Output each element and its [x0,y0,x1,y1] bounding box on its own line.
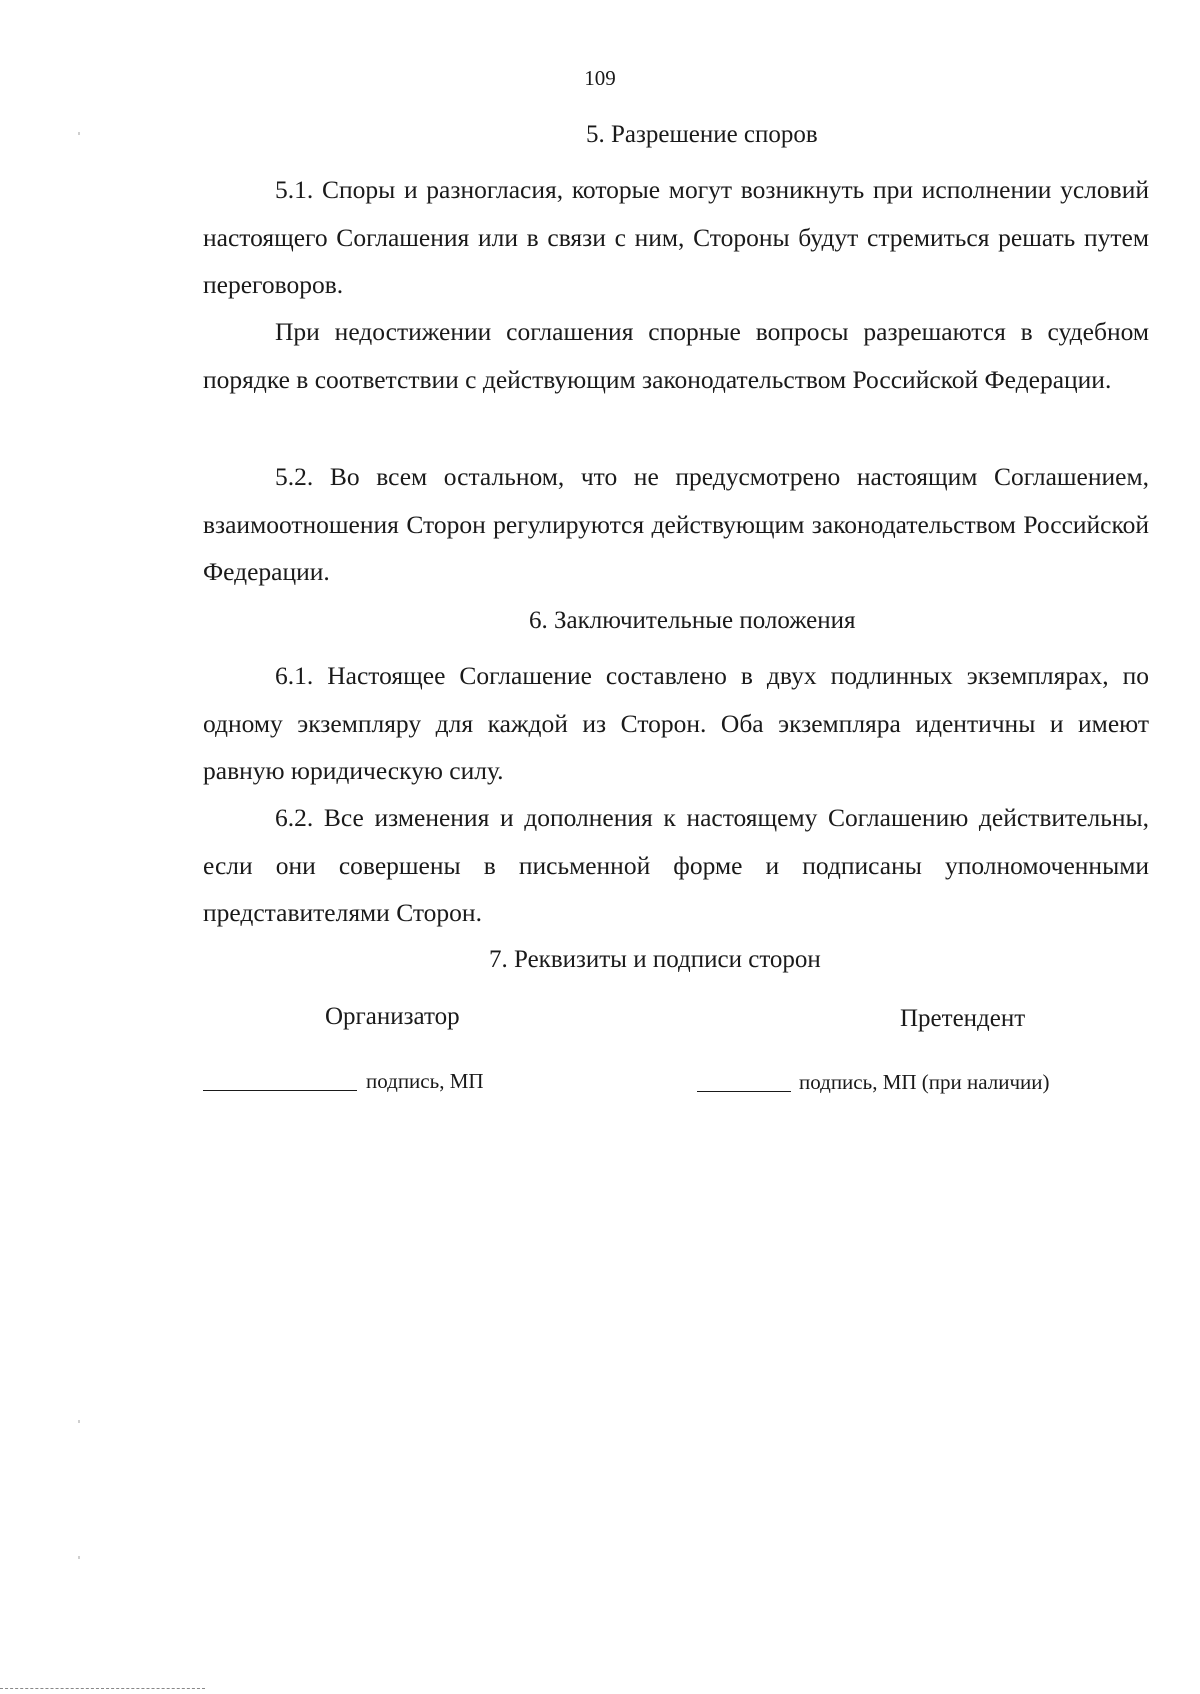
section-6-heading: 6. Заключительные положения [529,607,856,634]
organizer-label: Организатор [325,1003,460,1030]
organizer-signature-line [203,1090,357,1091]
section-5-paragraph-2 [203,308,1149,403]
section-6-paragraph-2 [203,794,1149,937]
section-5-paragraph-3-text: 5.2. Во всем остальном, что не предусмотрено настоящим Соглашением, взаимоотношения Сторон регулируются действующим законодательством Российской Федерации. [203,462,1149,586]
bottom-scan-edge [0,1688,205,1689]
organizer-signature-caption: подпись, МП [366,1069,484,1093]
section-6-paragraph-1 [203,652,1149,795]
section-6-paragraph-1-text: 6.1. Настоящее Соглашение составлено в двух подлинных экземплярах, по одному экземпляру для каждой из Сторон. Оба экземпляра идентичны и имеют равную юридическую силу. [203,661,1149,785]
applicant-label: Претендент [900,1005,1026,1032]
section-6-paragraph-2-text: 6.2. Все изменения и дополнения к настоящему Соглашению действительны, если они совершены в письменной форме и подписаны уполномоченными представителями Сторон. [203,803,1149,927]
section-5-paragraph-2-text: При недостижении соглашения спорные вопросы разрешаются в судебном порядке в соответствии с действующим законодательством Российской Федерации. [203,317,1149,394]
section-5-paragraph-3 [203,453,1149,596]
applicant-signature-line [697,1091,791,1092]
page-number: 109 [584,66,616,90]
applicant-signature-caption: подпись, МП (при наличии) [799,1070,1050,1094]
section-5-heading: 5. Разрешение споров [586,121,818,148]
section-5-paragraph-1-text: 5.1. Споры и разногласия, которые могут возникнуть при исполнении условий настоящего Соглашения или в связи с ним, Стороны будут стремиться решать путем переговоров. [203,175,1149,299]
section-7-heading: 7. Реквизиты и подписи сторон [489,946,821,973]
scan-artifact [78,1556,80,1559]
section-5-paragraph-1 [203,166,1149,309]
scan-artifact [78,132,80,135]
scan-artifact [78,1420,80,1423]
